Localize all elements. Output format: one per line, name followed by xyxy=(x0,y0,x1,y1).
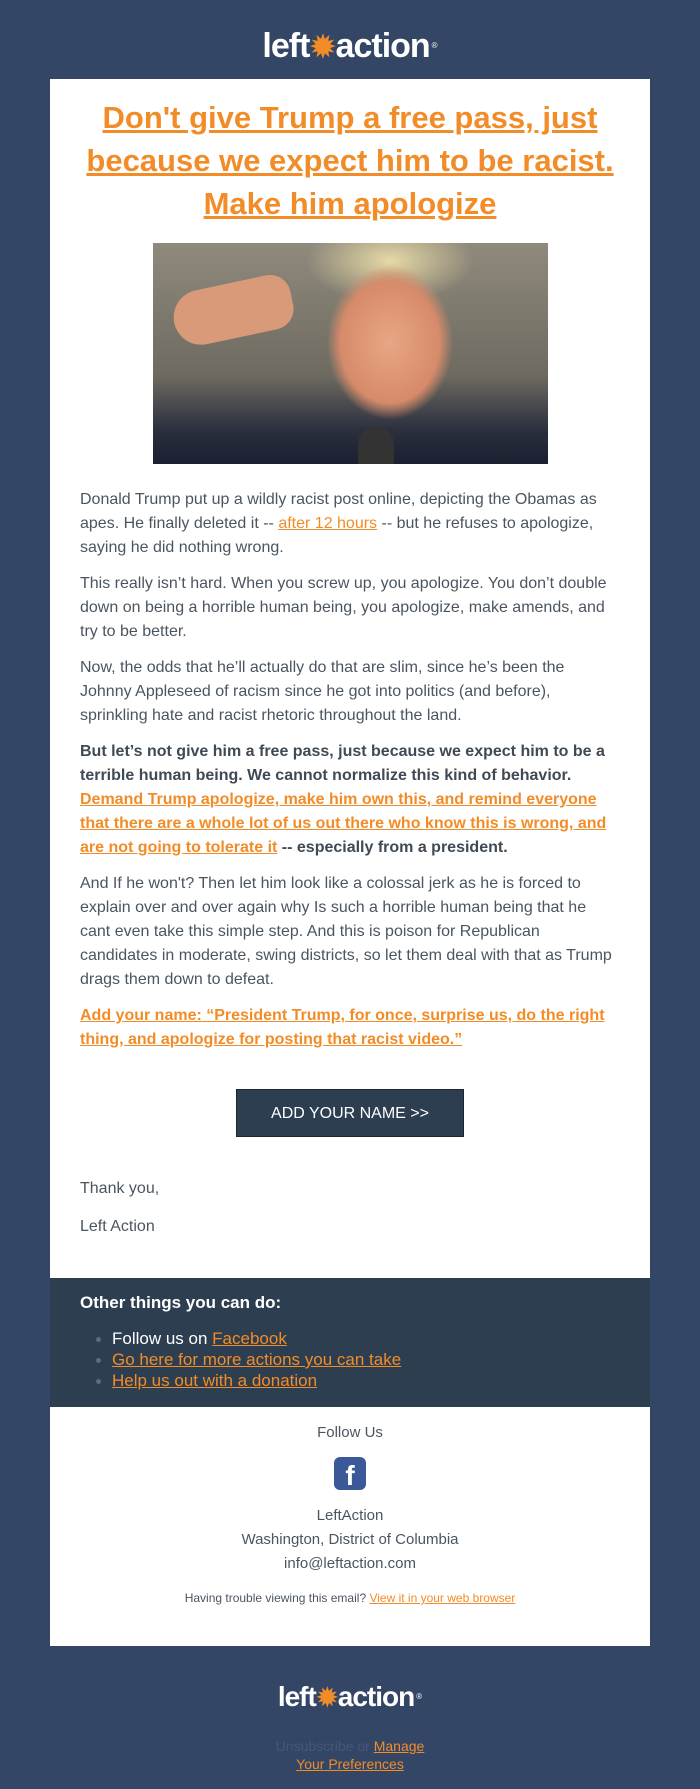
logo-left: left xyxy=(277,1681,316,1712)
other-things-heading: Other things you can do: xyxy=(80,1293,282,1312)
logo-left: left xyxy=(262,27,310,65)
headline xyxy=(80,96,620,225)
paragraph-5: And If he won't? Then let him look like a colossal jerk as he is forced to explain over and over again why Is such a horrible human being that he cant even take this simple step. And this is poison for Republican candidates in moderate, swing districts, so let them deal with that as Trump drags them down to defeat. xyxy=(80,875,612,988)
facebook-link[interactable]: Facebook xyxy=(212,1329,287,1348)
paragraph-3: Now, the odds that he’ll actually do that are slim, since he’s been the Johnny Appleseed of racism since he got into politics (and before), sprinkling hate and racist rhetoric throughout the land. xyxy=(80,659,565,724)
link-text: Demand Trump apologize, make him own this, and remind everyone that there are a whole lot of us out there who know this is wrong, and are not going to tolerate it xyxy=(80,791,607,856)
photo-microphone xyxy=(358,426,394,464)
org-email: info@leftaction.com xyxy=(284,1555,416,1572)
registered-mark: ® xyxy=(416,1692,423,1701)
bold-text: But let’s not give him a free pass, just because we expect him to be a terrible human being. We cannot normalize this kind of behavior. xyxy=(80,743,605,784)
leftaction-logo-footer[interactable] xyxy=(0,1646,700,1715)
manage-preferences-link[interactable]: Manage Your Preferences xyxy=(296,1738,425,1772)
facebook-icon[interactable] xyxy=(334,1457,366,1490)
other-things-section xyxy=(50,1278,650,1407)
email-body xyxy=(50,488,650,1052)
text: Follow us on xyxy=(112,1329,213,1348)
list-item xyxy=(112,1349,620,1370)
logo-right: action xyxy=(337,1681,415,1712)
text: Having trouble viewing this email? xyxy=(184,1591,370,1605)
signature: Left Action xyxy=(80,1218,155,1235)
text: -- but he refuses to apologize, saying he did nothing wrong. xyxy=(80,515,594,556)
address xyxy=(50,1504,650,1576)
list-item xyxy=(112,1328,620,1349)
signoff xyxy=(50,1170,650,1278)
leftaction-logo[interactable] xyxy=(0,0,700,79)
trump-photo[interactable] xyxy=(153,243,548,464)
text: Donald Trump put up a wildly racist post online, depicting the Obamas as apes. He finally deleted it -- xyxy=(80,491,597,532)
footer xyxy=(50,1407,650,1646)
donation-link[interactable]: Help us out with a donation xyxy=(112,1371,318,1390)
registered-mark: ® xyxy=(431,41,438,50)
email-card xyxy=(50,79,650,1278)
add-your-name-link[interactable] xyxy=(80,1007,605,1048)
paragraph-2: This really isn’t hard. When you screw up, you apologize. You don’t double down on being a horrible human being, you apologize, make amends, and try to be better. xyxy=(80,575,607,640)
bold-text: -- especially from a president. xyxy=(277,839,508,856)
logo-right: action xyxy=(335,27,430,65)
org-name: LeftAction xyxy=(316,1507,384,1524)
unsubscribe-line xyxy=(0,1737,700,1783)
paragraph-1 xyxy=(80,488,620,560)
text: Unsubscribe or xyxy=(275,1738,374,1754)
org-location: Washington, District of Columbia xyxy=(241,1531,459,1548)
view-in-browser-link[interactable]: View it in your web browser xyxy=(369,1591,516,1605)
more-actions-link[interactable]: Go here for more actions you can take xyxy=(112,1350,402,1369)
photo-hand xyxy=(168,271,297,350)
other-things-list xyxy=(80,1328,620,1391)
paragraph-6 xyxy=(80,1004,620,1052)
starburst-icon: ✹ xyxy=(316,1684,337,1712)
facebook-glyph: f xyxy=(345,1460,355,1490)
starburst-icon: ✹ xyxy=(310,31,335,64)
after-12-hours-link[interactable]: after 12 hours xyxy=(278,515,378,532)
headline-link[interactable]: Don't give Trump a free pass, just because we expect him to be racist. Make him apologize xyxy=(86,100,614,221)
follow-us-label: Follow Us xyxy=(317,1424,383,1441)
list-item xyxy=(112,1370,620,1391)
add-your-name-button[interactable]: ADD YOUR NAME >> xyxy=(236,1089,464,1137)
link-text: Add your name: “President Trump, for once, surprise us, do the right thing, and apologize for posting that racist video.” xyxy=(80,1007,605,1048)
trouble-viewing xyxy=(50,1590,650,1606)
paragraph-4 xyxy=(80,740,620,860)
thank-you: Thank you, xyxy=(80,1180,160,1197)
